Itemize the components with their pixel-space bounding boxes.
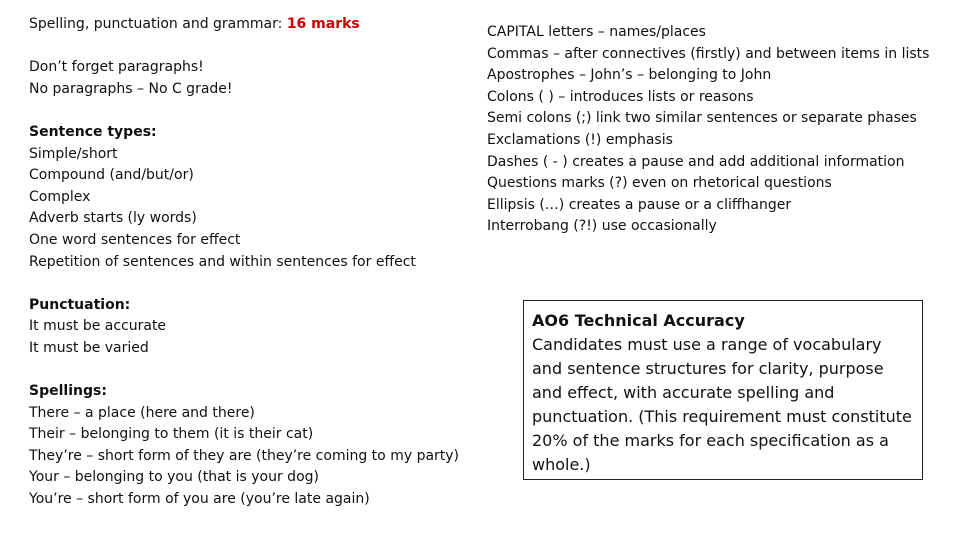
sentence-type-item: Compound (and/but/or) [29,167,194,184]
spag-header [29,14,479,36]
spelling-item: There – a place (here and there) [29,404,255,421]
spelling-item: They’re – short form of they are (they’re coming to my party) [29,447,460,464]
paragraph-note: No paragraphs – No C grade! [29,80,233,97]
sentence-type-item: Complex [29,188,91,205]
spellings-heading: Spellings: [29,383,107,400]
spacer [29,36,479,58]
punctuation-rule: Semi colons (;) link two similar sentences or separate phases [487,110,917,127]
punctuation-rule: Commas – after connectives (firstly) and between items in lists [487,45,930,62]
spacer [29,360,479,382]
spacer [29,100,479,122]
sentence-type-item: Repetition of sentences and within sentences for effect [29,253,416,270]
ao6-title: AO6 Technical Accuracy [532,311,745,330]
spelling-item: You’re – short form of you are (you’re late again) [29,491,370,508]
right-column [487,22,937,238]
punctuation-rule: Apostrophes – John’s – belonging to John [487,67,772,84]
sentence-type-item: Simple/short [29,145,118,162]
spacer [29,273,479,295]
punctuation-rule: Colons ( ) – introduces lists or reasons [487,88,754,105]
paragraph-note: Don’t forget paragraphs! [29,59,204,76]
sentence-type-item: Adverb starts (ly words) [29,210,197,227]
punctuation-rule: CAPITAL letters – names/places [487,24,706,40]
punctuation-heading: Punctuation: [29,296,131,313]
sentence-types-heading: Sentence types: [29,123,157,140]
spelling-item: Their – belonging to them (it is their cat) [29,426,314,443]
punctuation-item: It must be varied [29,339,149,356]
punctuation-rule: Questions marks (?) even on rhetorical questions [487,175,832,192]
marks-badge: 16 marks [286,16,360,32]
punctuation-rule: Dashes ( - ) creates a pause and add additional information [487,153,905,170]
punctuation-rule: Ellipsis (…) creates a pause or a cliffhanger [487,196,792,213]
punctuation-rule: Interrobang (?!) use occasionally [487,218,717,235]
left-column [29,14,479,511]
punctuation-rule: Exclamations (!) emphasis [487,131,673,148]
ao6-body: Candidates must use a range of vocabulary and sentence structures for clarity, purpose and effect, with accurate spelling and punctuation. (This requirement must constitute 20% of the marks for each specification as a whole.) [532,335,912,474]
punctuation-item: It must be accurate [29,318,167,335]
spelling-item: Your – belonging to you (that is your dog) [29,469,319,486]
sentence-type-item: One word sentences for effect [29,231,241,248]
spag-header-label: Spelling, punctuation and grammar: [29,16,283,32]
ao6-box [523,300,923,480]
